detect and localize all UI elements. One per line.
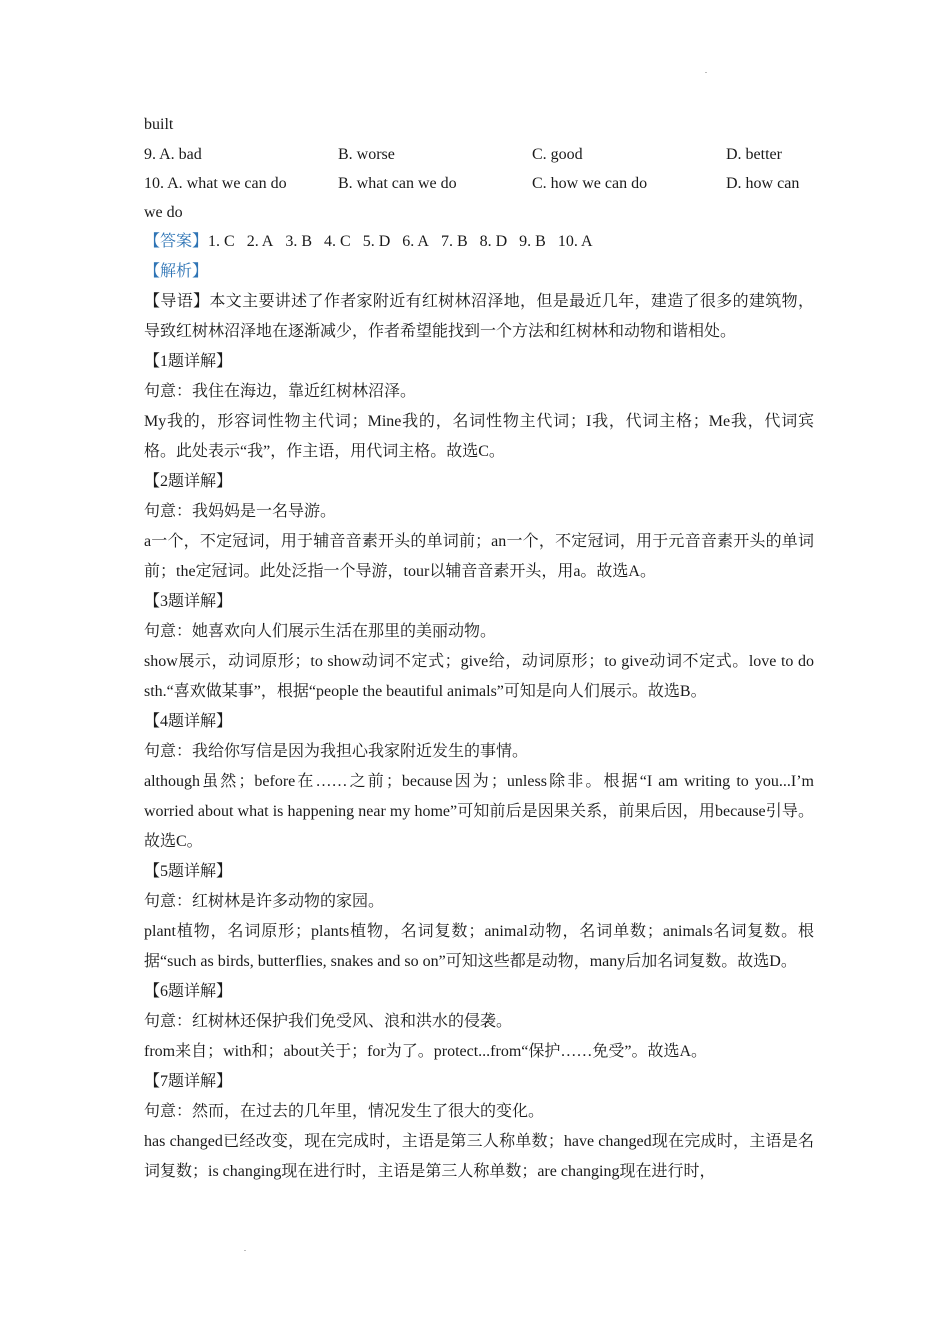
detail-section-4 bbox=[144, 707, 814, 857]
detail-section-1 bbox=[144, 347, 814, 467]
detail-meaning: 句意：我给你写信是因为我担心我家附近发生的事情。 bbox=[144, 743, 529, 760]
detail-meaning: 句意：红树林是许多动物的家园。 bbox=[144, 893, 385, 910]
detail-section-3 bbox=[144, 587, 814, 707]
detail-section-7 bbox=[144, 1067, 814, 1187]
q10-option-b: B. what can we do bbox=[338, 175, 457, 192]
detail-explanation: from来自；with和；about关于；for为了。protect...from“保护……免受”。故选A。 bbox=[144, 1043, 708, 1060]
answer-item: 9. B bbox=[519, 233, 546, 250]
detail-meaning: 句意：我妈妈是一名导游。 bbox=[144, 503, 337, 520]
detail-explanation: My我的，形容词性物主代词；Mine我的，名词性物主代词；I我，代词主格；Me我，代词宾格。此处表示“我”，作主语，用代词主格。故选C。 bbox=[144, 413, 814, 460]
q9-option-a: 9. A. bad bbox=[144, 146, 202, 163]
detail-explanation: plant植物，名词原形；plants植物，名词复数；animal动物，名词单数；animals名词复数。根据“such as birds, butterflies, snakes and so on”可知这些都是动物，many后加名词复数。故选D。 bbox=[144, 923, 814, 970]
guide-paragraph: 【导语】本文主要讲述了作者家附近有红树林沼泽地，但是最近几年，建造了很多的建筑物，导致红树林沼泽地在逐渐减少，作者希望能找到一个方法和红树林和动物和谐相处。 bbox=[144, 293, 814, 340]
q10-option-a: 10. A. what we can do bbox=[144, 175, 287, 192]
answer-item: 1. C bbox=[208, 233, 235, 250]
answer-item: 6. A bbox=[402, 233, 429, 250]
detail-meaning: 句意：我住在海边，靠近红树林沼泽。 bbox=[144, 383, 417, 400]
detail-section-2 bbox=[144, 467, 814, 587]
detail-heading: 【2题详解】 bbox=[144, 473, 233, 490]
answer-item: 10. A bbox=[557, 233, 593, 250]
detail-heading: 【7题详解】 bbox=[144, 1073, 233, 1090]
q10-option-c: C. how we can do bbox=[532, 175, 648, 192]
question-10-tail: we do bbox=[144, 204, 183, 221]
detail-meaning: 句意：她喜欢向人们展示生活在那里的美丽动物。 bbox=[144, 623, 497, 640]
detail-heading: 【6题详解】 bbox=[144, 983, 233, 1000]
detail-explanation: has changed已经改变，现在完成时，主语是第三人称单数；have changed现在完成时，主语是名词复数；is changing现在进行时，主语是第三人称单数；are changing现在进行时， bbox=[144, 1133, 814, 1180]
detail-heading: 【1题详解】 bbox=[144, 353, 233, 370]
document-page bbox=[144, 110, 814, 1187]
q9-option-b: B. worse bbox=[338, 146, 395, 163]
q10-option-d: D. how can bbox=[726, 175, 800, 192]
answer-item: 5. D bbox=[362, 233, 391, 250]
analysis-label: 【解析】 bbox=[144, 263, 209, 280]
detail-explanation: a一个，不定冠词，用于辅音音素开头的单词前；an一个，不定冠词，用于元音音素开头的单词前；the定冠词。此处泛指一个导游，tour以辅音音素开头，用a。故选A。 bbox=[144, 533, 814, 580]
answer-item: 3. B bbox=[285, 233, 313, 250]
detail-heading: 【3题详解】 bbox=[144, 593, 233, 610]
q9-option-d: D. better bbox=[726, 146, 782, 163]
top-marker-dot bbox=[705, 72, 707, 73]
detail-heading: 【5题详解】 bbox=[144, 863, 233, 880]
answer-item: 8. D bbox=[479, 233, 508, 250]
answer-item: 4. C bbox=[324, 233, 351, 250]
question-8-tail: built bbox=[144, 116, 174, 133]
detail-explanation: although虽然；before在……之前；because因为；unless除非。根据“I am writing to you...I’m worried about what is happening near my home”可知前后是因果关系，前果后因，用because引导。故选C。 bbox=[144, 773, 814, 850]
detail-explanation: show展示，动词原形；to show动词不定式；give给，动词原形；to give动词不定式。love to do sth.“喜欢做某事”，根据“people the beautiful animals”可知是向人们展示。故选B。 bbox=[144, 653, 814, 700]
answer-label: 【答案】 bbox=[144, 233, 209, 250]
detail-section-6 bbox=[144, 977, 814, 1067]
detail-heading: 【4题详解】 bbox=[144, 713, 233, 730]
answer-item: 7. B bbox=[440, 233, 468, 250]
question-9-options bbox=[144, 140, 814, 169]
answer-item: 2. A bbox=[246, 233, 274, 250]
detail-section-5 bbox=[144, 857, 814, 977]
q9-option-c: C. good bbox=[532, 146, 583, 163]
detail-meaning: 句意：红树林还保护我们免受风、浪和洪水的侵袭。 bbox=[144, 1013, 513, 1030]
question-10-options bbox=[144, 169, 814, 198]
detail-meaning: 句意：然而，在过去的几年里，情况发生了很大的变化。 bbox=[144, 1103, 545, 1120]
bottom-marker-dot bbox=[244, 1250, 246, 1251]
answer-line bbox=[144, 227, 814, 257]
